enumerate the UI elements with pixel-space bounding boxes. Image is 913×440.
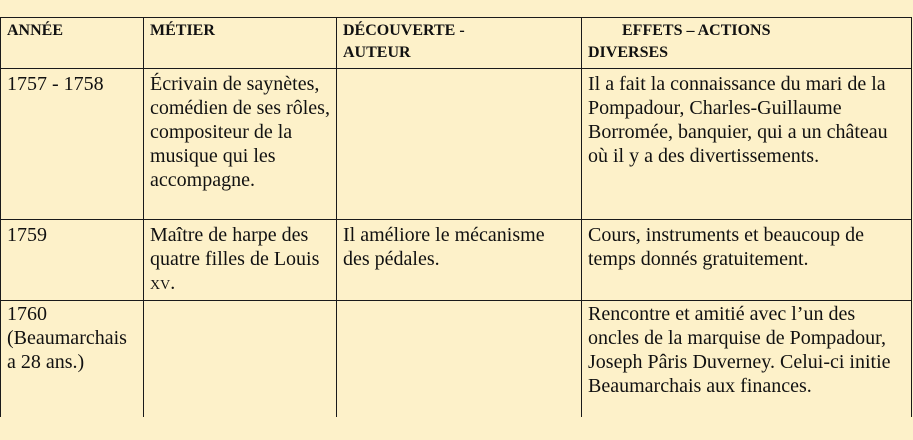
cell-effets: Rencontre et amitié avec l’un des oncles de la marquise de Pompadour, Joseph Pâris Duverney. Celui-ci initie Beaumarchais aux finances. bbox=[582, 301, 912, 425]
cell-decouverte bbox=[337, 301, 582, 425]
table-row bbox=[1, 301, 912, 425]
header-effets-line1: EFFETS – ACTIONS bbox=[622, 22, 771, 39]
header-decouverte-line2: AUTEUR bbox=[343, 44, 411, 61]
cell-metier-text: Maître de harpe des quatre filles de Louis bbox=[150, 224, 320, 270]
roman-numeral: xv bbox=[150, 272, 171, 294]
cell-annee: 1759 bbox=[1, 220, 144, 301]
cell-metier bbox=[144, 220, 337, 301]
header-annee-label: ANNÉE bbox=[7, 22, 64, 39]
cell-decouverte bbox=[337, 69, 582, 220]
table-header-row bbox=[1, 18, 912, 69]
page-bottom-margin bbox=[0, 417, 913, 440]
cell-effets: Cours, instruments et beaucoup de temps donnés gratuitement. bbox=[582, 220, 912, 301]
header-annee bbox=[1, 18, 144, 69]
cell-annee: 1760 (Beaumarchais a 28 ans.) bbox=[1, 301, 144, 425]
chronology-table bbox=[0, 17, 912, 425]
cell-metier bbox=[144, 301, 337, 425]
header-metier-label: MÉTIER bbox=[150, 22, 215, 39]
cell-metier: Écrivain de saynètes, comédien de ses rôles, compositeur de la musique qui les accompagne. bbox=[144, 69, 337, 220]
header-decouverte bbox=[337, 18, 582, 69]
header-decouverte-line1: DÉCOUVERTE - bbox=[343, 22, 465, 39]
cell-effets: Il a fait la connaissance du mari de la Pompadour, Charles-Guillaume Borromée, banquier, qui a un château où il y a des divertissements. bbox=[582, 69, 912, 220]
header-metier bbox=[144, 18, 337, 69]
cell-decouverte: Il améliore le mécanisme des pédales. bbox=[337, 220, 582, 301]
cell-metier-suffix: . bbox=[170, 272, 176, 294]
cell-annee: 1757 - 1758 bbox=[1, 69, 144, 220]
table-row bbox=[1, 220, 912, 301]
header-effets-line2: DIVERSES bbox=[588, 44, 669, 61]
header-effets bbox=[582, 18, 912, 69]
table-row bbox=[1, 69, 912, 220]
